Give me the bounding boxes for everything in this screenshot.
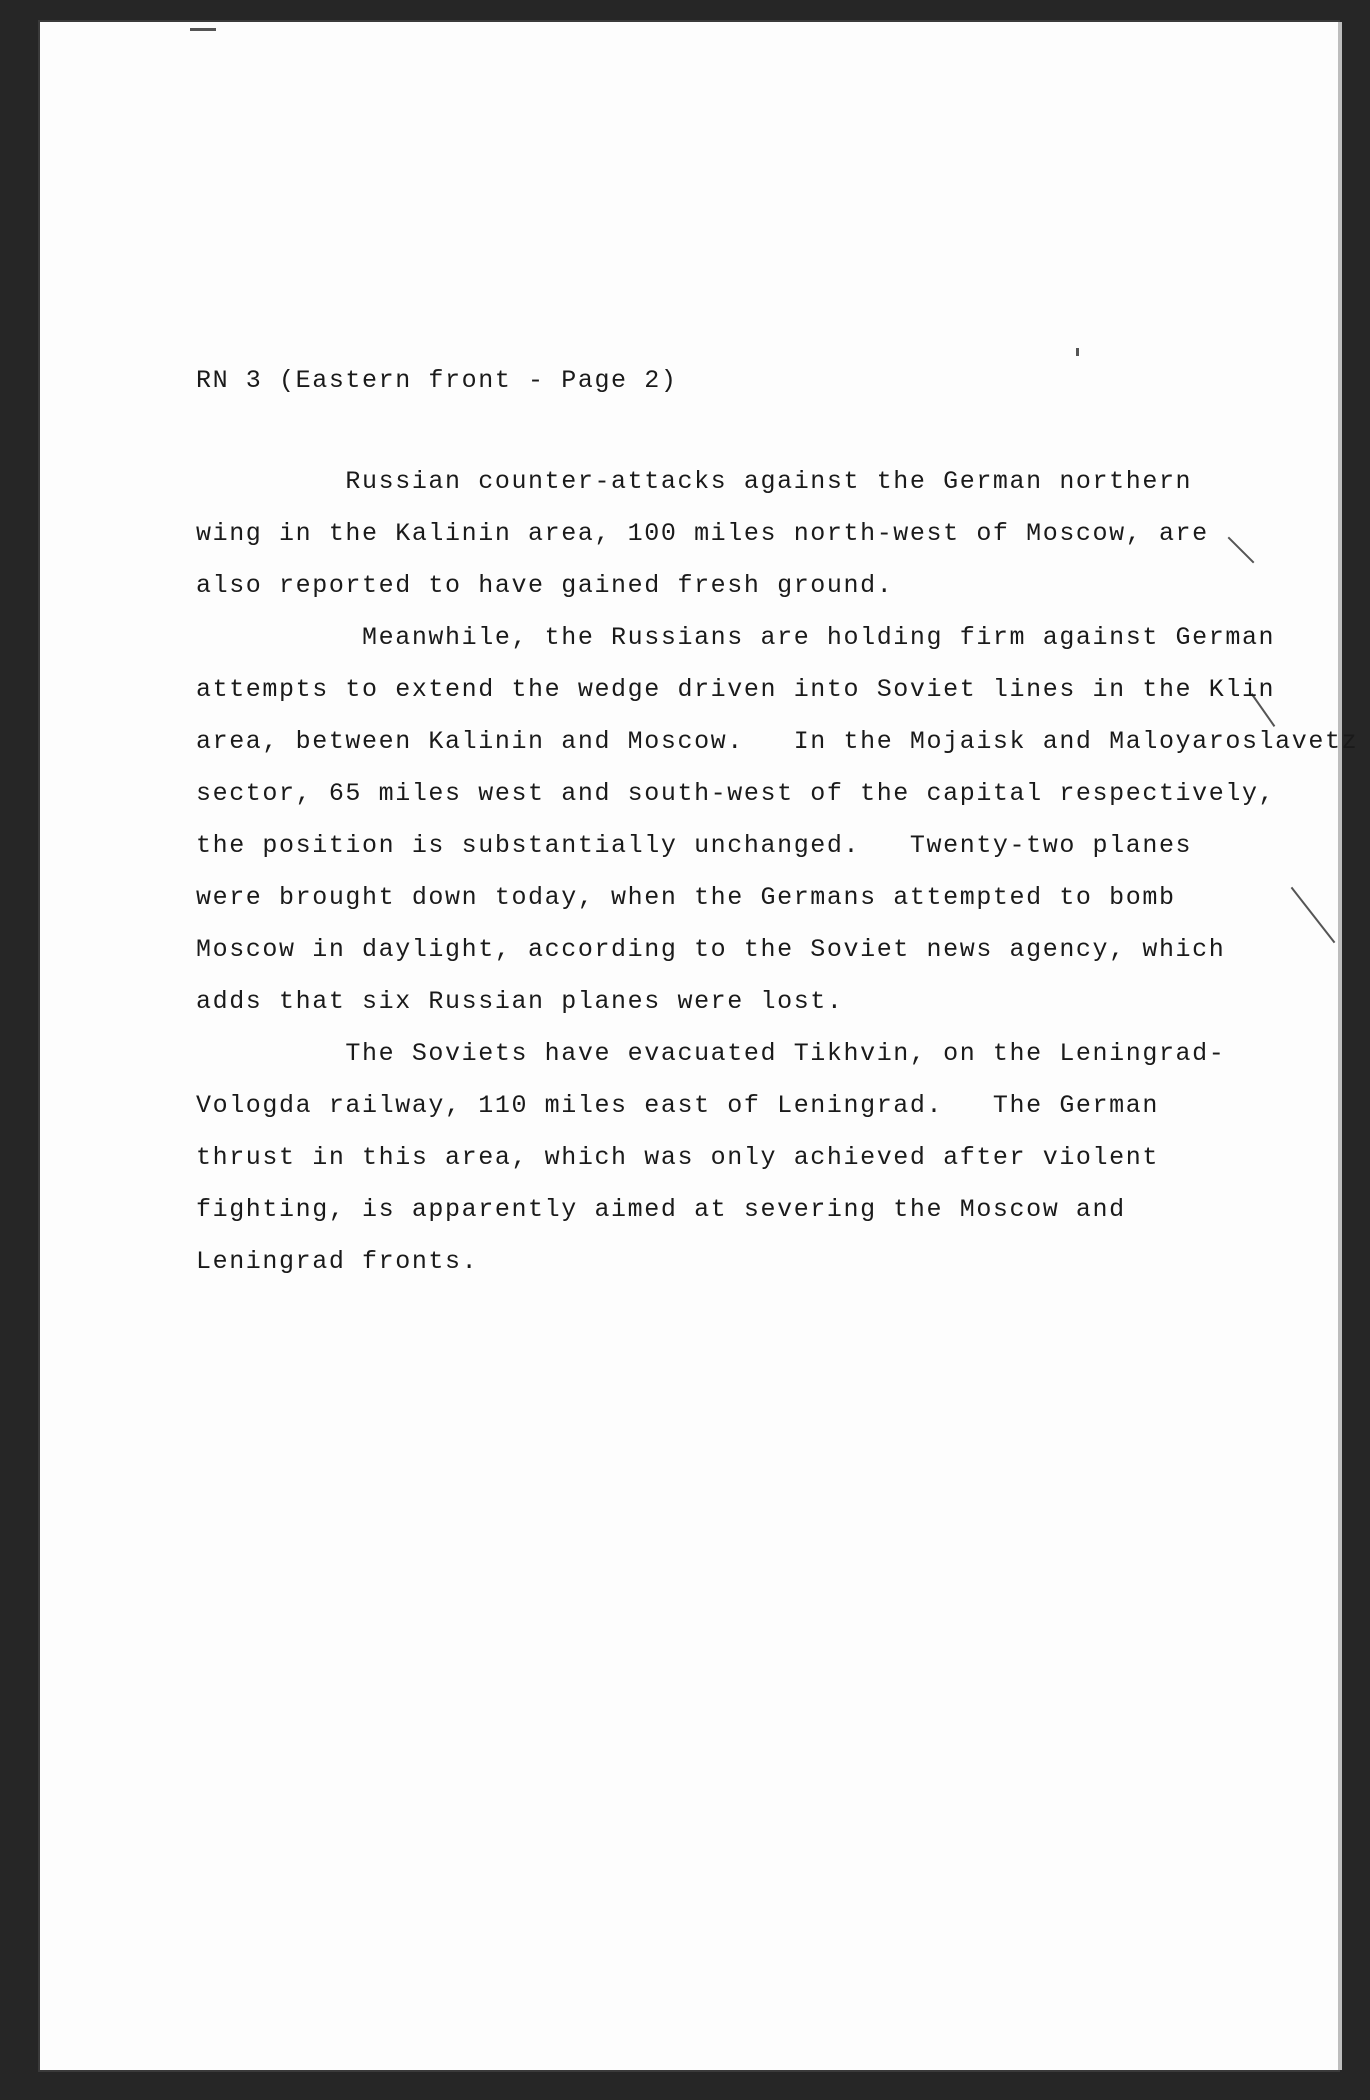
text-line: area, between Kalinin and Moscow. In the Mojaisk and Maloyaroslavetz [196,727,1359,756]
text-line: Vologda railway, 110 miles east of Leningrad. The German [196,1091,1159,1120]
page-edge [1338,22,1342,2070]
text-line: Moscow in daylight, according to the Soviet news agency, which [196,935,1226,964]
page-header: RN 3 (Eastern front - Page 2) [196,366,678,395]
text-line: Leningrad fronts. [196,1247,479,1276]
text-line: sector, 65 miles west and south-west of the capital respectively, [196,779,1276,808]
text-line: also reported to have gained fresh ground. [196,571,894,600]
text-line: thrust in this area, which was only achieved after violent [196,1143,1159,1172]
text-line: wing in the Kalinin area, 100 miles north-west of Moscow, are [196,519,1209,548]
document-text [196,0,1359,1276]
text-line: Russian counter-attacks against the German northern [196,467,1193,496]
text-line: attempts to extend the wedge driven into Soviet lines in the Klin [196,675,1276,704]
text-line: fighting, is apparently aimed at severing the Moscow and [196,1195,1126,1224]
text-line: adds that six Russian planes were lost. [196,987,844,1016]
text-line: Meanwhile, the Russians are holding firm against German [196,623,1276,652]
text-line: the position is substantially unchanged. Twenty-two planes [196,831,1193,860]
text-line: were brought down today, when the Germans attempted to bomb [196,883,1176,912]
text-line: The Soviets have evacuated Tikhvin, on the Leningrad- [196,1039,1226,1068]
